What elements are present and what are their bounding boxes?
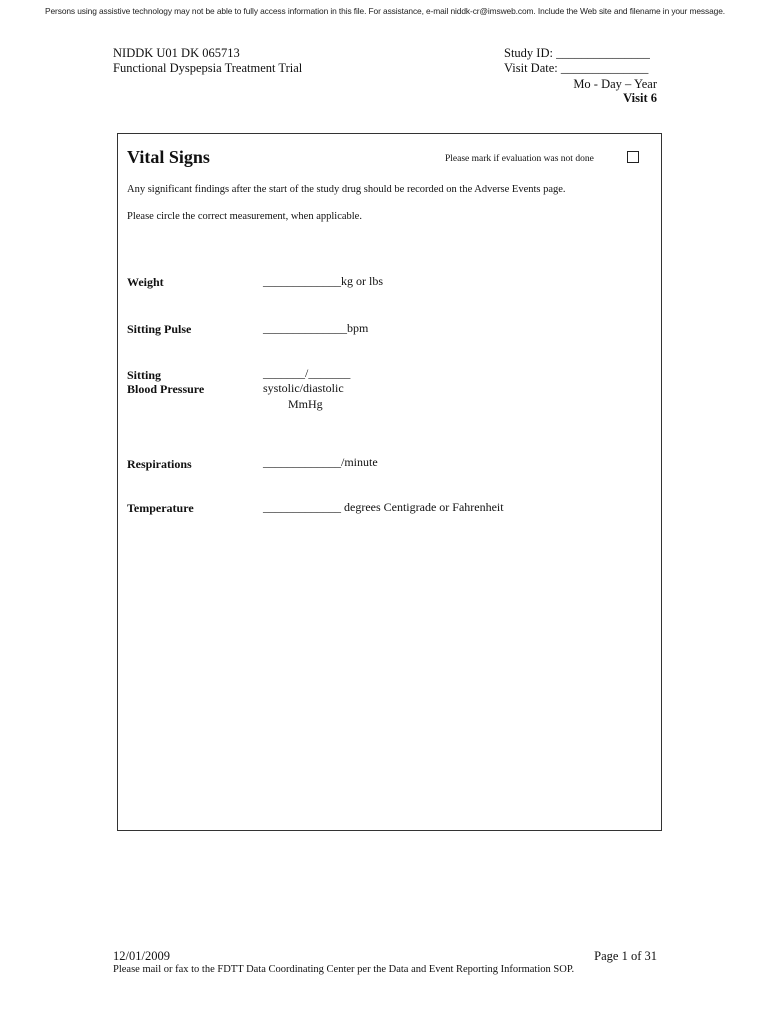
- bp-units: systolic/diastolic: [263, 381, 344, 395]
- weight-field[interactable]: _____________kg or lbs: [263, 274, 383, 288]
- visit-number: Visit 6: [623, 91, 657, 105]
- grant-number: NIDDK U01 DK 065713: [113, 46, 240, 60]
- pulse-label: Sitting Pulse: [127, 322, 192, 336]
- form-title: Vital Signs: [127, 147, 210, 167]
- not-done-label: Please mark if evaluation was not done: [445, 154, 594, 164]
- bp-label-sitting: Sitting: [127, 368, 162, 382]
- date-format-hint: Mo - Day – Year: [573, 77, 657, 91]
- respirations-field[interactable]: _____________/minute: [263, 455, 378, 469]
- respirations-label: Respirations: [127, 457, 192, 471]
- visit-date-field[interactable]: Visit Date: ______________: [504, 61, 649, 75]
- temperature-field[interactable]: _____________ degrees Centigrade or Fahrenheit: [263, 500, 504, 514]
- instruction-adverse-events: Any significant findings after the start of the study drug should be recorded on the Adverse Events page.: [127, 184, 566, 195]
- study-id-field[interactable]: Study ID: _______________: [504, 46, 650, 60]
- bp-mmhg: MmHg: [288, 397, 323, 411]
- footer-instruction: Please mail or fax to the FDTT Data Coordinating Center per the Data and Event Reporting Information SOP.: [113, 964, 575, 975]
- study-name: Functional Dyspepsia Treatment Trial: [113, 61, 303, 75]
- pulse-field[interactable]: ______________bpm: [263, 321, 369, 335]
- accessibility-notice: Persons using assistive technology may not be able to fully access information in this file. For assistance, e-mail niddk-cr@imsweb.com. Include the Web site and filename in your message.: [45, 6, 725, 16]
- bp-label-blood-pressure: Blood Pressure: [127, 382, 205, 396]
- weight-label: Weight: [127, 275, 164, 289]
- instruction-circle: Please circle the correct measurement, when applicable.: [127, 211, 362, 222]
- page-number: Page 1 of 31: [594, 949, 657, 963]
- vital-signs-form: [117, 133, 662, 831]
- footer-date: 12/01/2009: [113, 949, 170, 963]
- temperature-label: Temperature: [127, 501, 194, 515]
- bp-field[interactable]: _______/_______: [263, 366, 351, 380]
- not-done-checkbox[interactable]: [627, 151, 639, 163]
